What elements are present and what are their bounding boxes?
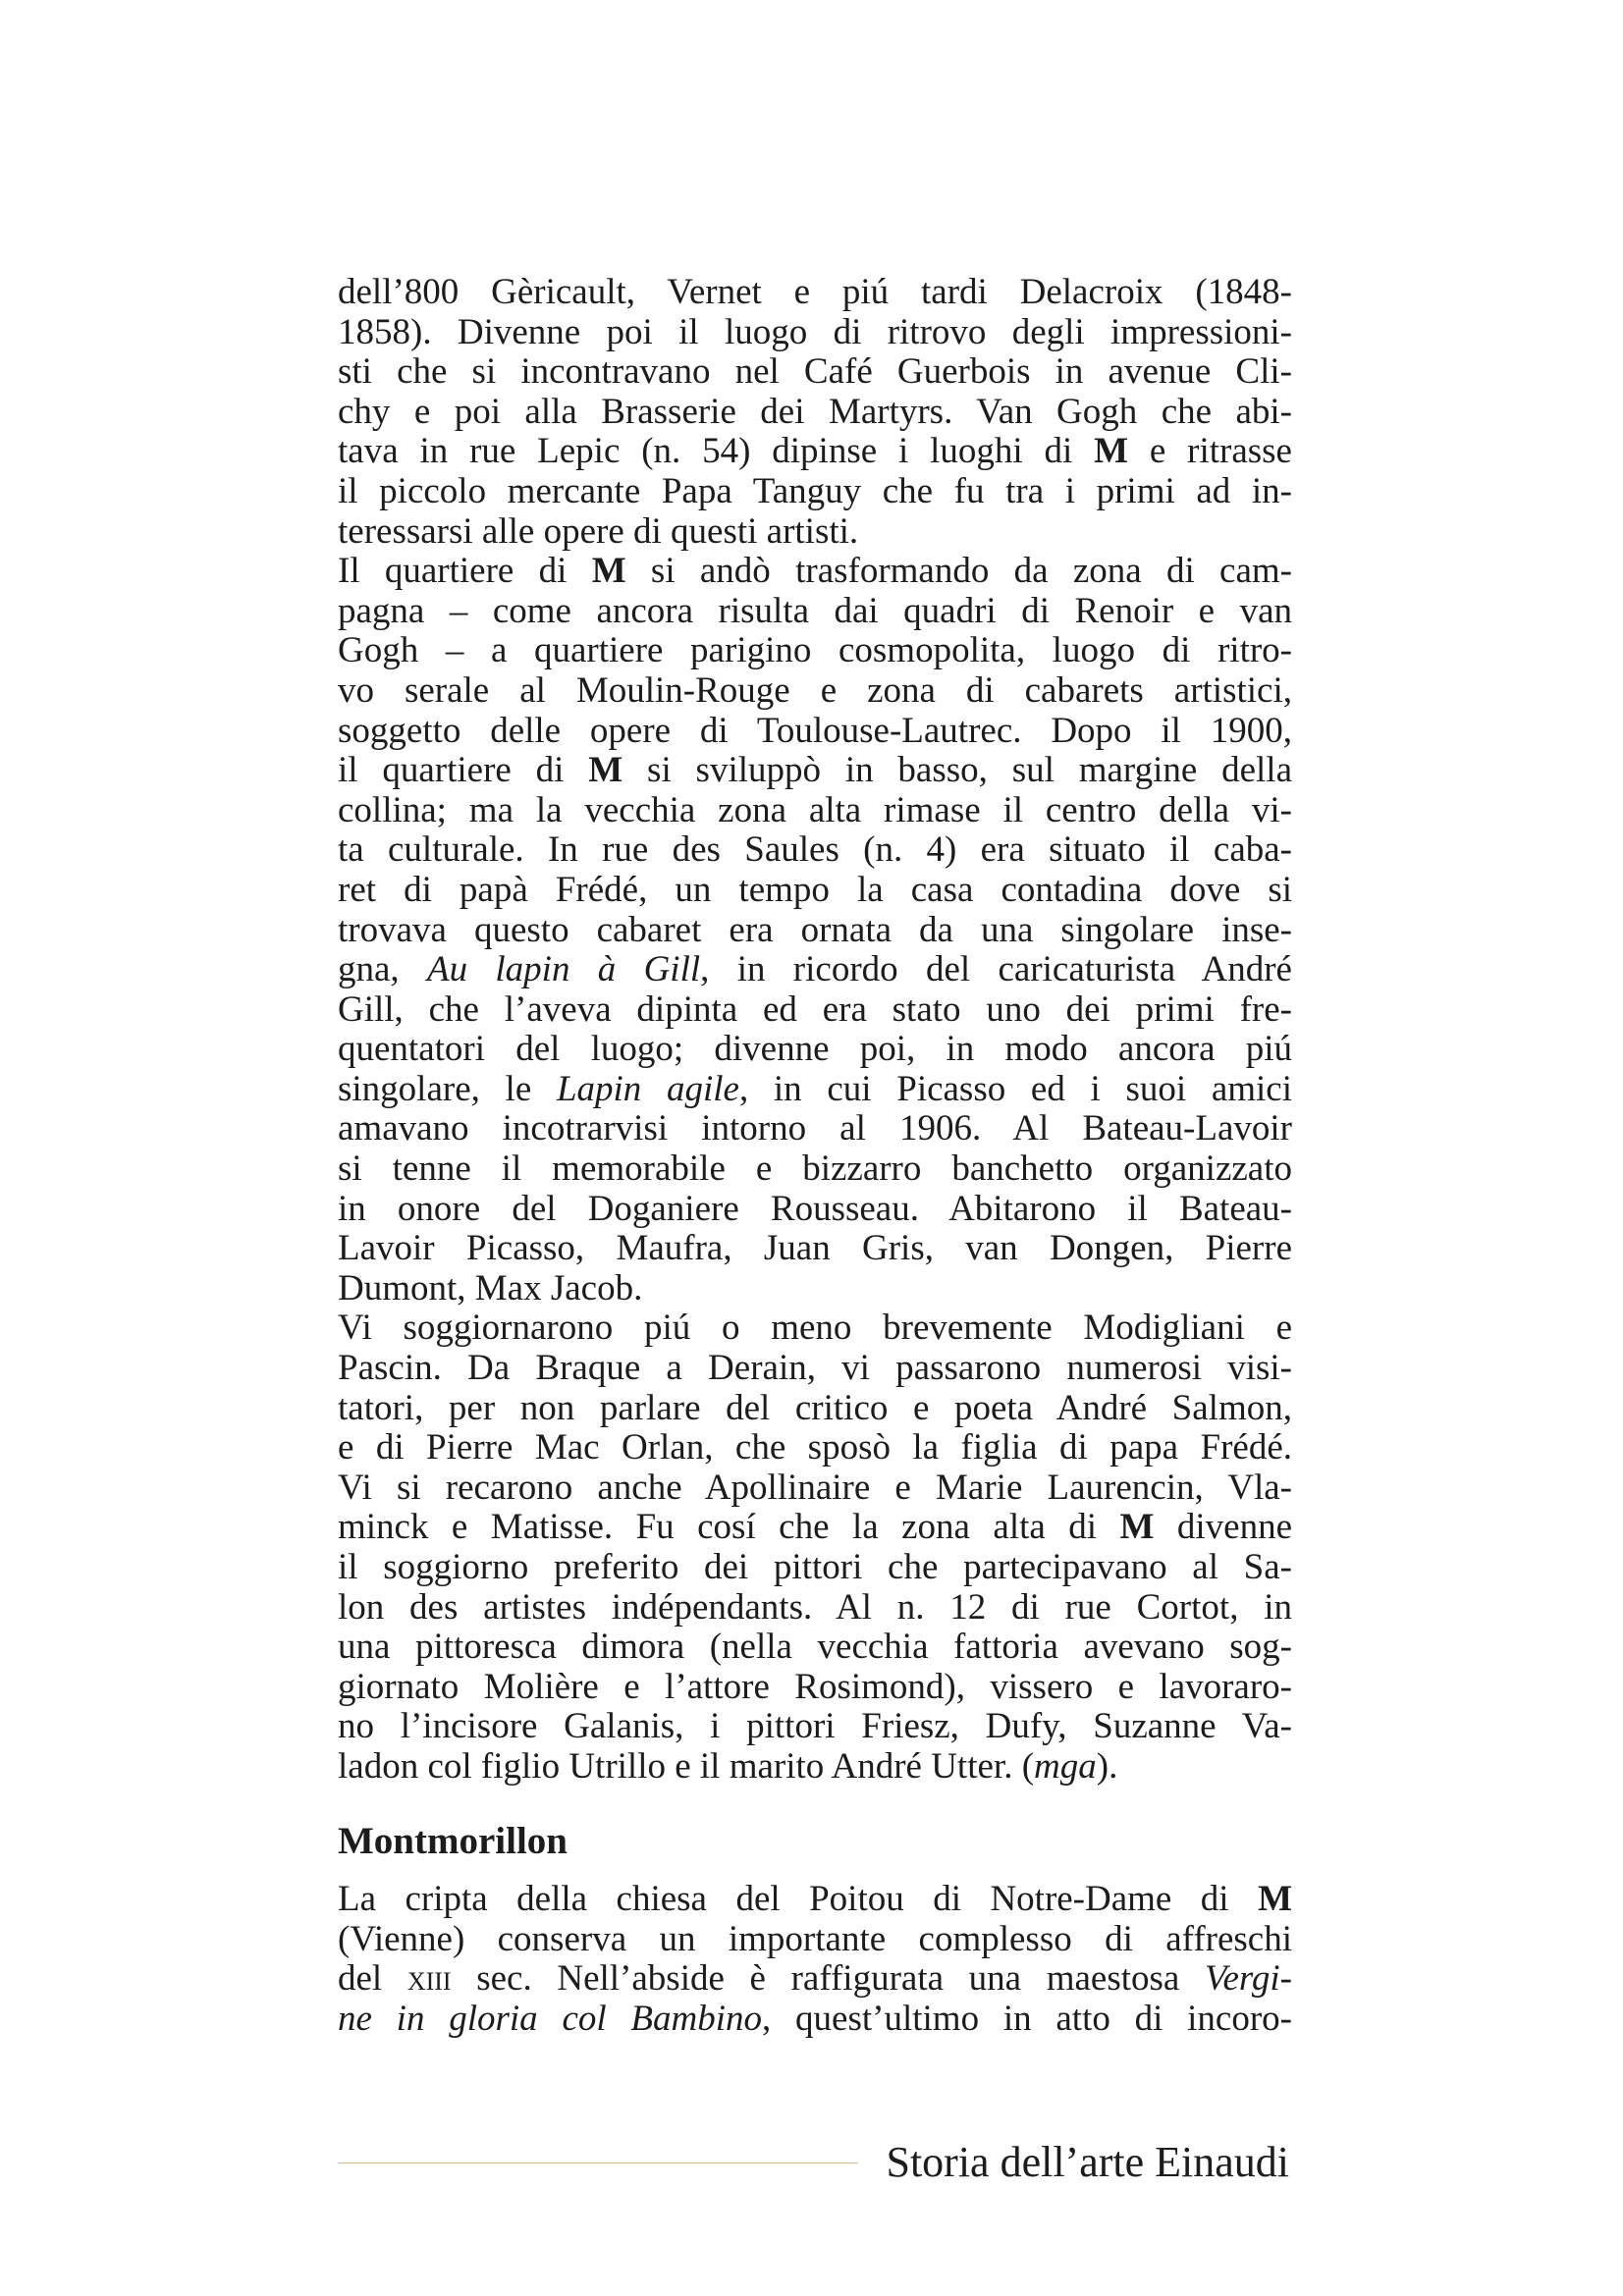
italic-title: Vergi- xyxy=(1204,1958,1293,2000)
text-line xyxy=(338,393,1292,433)
text-line xyxy=(338,830,1292,871)
line-text: dell’800 Gèricault, Vernet e piú tardi Delacroix (1848- xyxy=(338,272,1292,312)
line-text: il soggiorno preferito dei pittori che partecipavano al Sa- xyxy=(338,1547,1292,1587)
text-line xyxy=(338,1308,1292,1349)
text-line xyxy=(338,2000,1292,2040)
text-line xyxy=(338,1707,1292,1747)
entry-body xyxy=(338,1880,1292,2039)
line-text: chy e poi alla Brasserie dei Martyrs. Van Gogh che abi- xyxy=(338,391,1292,432)
text-line xyxy=(338,1959,1292,2000)
text-line xyxy=(338,911,1292,951)
text-line xyxy=(338,1747,1292,1788)
text-line xyxy=(338,990,1292,1031)
line-text: gna, xyxy=(338,949,427,990)
line-text: teressarsi alle opere di questi artisti. xyxy=(338,510,859,552)
line-text: in onore del Doganiere Rousseau. Abitarono il Bateau- xyxy=(338,1188,1292,1229)
line-text: ret di papà Frédé, un tempo la casa contadina dove si xyxy=(338,869,1292,910)
text-line xyxy=(338,273,1292,313)
text-line xyxy=(338,1548,1292,1588)
line-text: divenne xyxy=(1154,1507,1292,1548)
text-line xyxy=(338,1880,1292,1920)
text-line xyxy=(338,712,1292,752)
text-line xyxy=(338,1389,1292,1429)
line-text: Il quartiere di xyxy=(338,551,592,592)
line-text: il quartiere di xyxy=(338,750,589,791)
text-line xyxy=(338,751,1292,791)
line-text: no l’incisore Galanis, i pittori Friesz, Dufy, Suzanne Va- xyxy=(338,1706,1292,1747)
line-text: collina; ma la vecchia zona alta rimase il centro della vi- xyxy=(338,789,1292,830)
text-line xyxy=(338,1109,1292,1149)
century-numeral: xiii xyxy=(406,1958,452,2000)
line-text: Lavoir Picasso, Maufra, Juan Gris, van Dongen, Pierre xyxy=(338,1228,1292,1269)
line-text: La cripta della chiesa del Poitou di Notre-Dame di xyxy=(338,1879,1259,1919)
text-line xyxy=(338,1468,1292,1509)
line-text: ladon col figlio Utrillo e il marito André Utter. ( xyxy=(338,1745,1035,1787)
author-initials: mga xyxy=(1034,1745,1097,1787)
text-line xyxy=(338,1190,1292,1230)
text-line xyxy=(338,1508,1292,1548)
line-text: si sviluppò in basso, sul margine della xyxy=(622,750,1292,791)
line-text: Dumont, Max Jacob. xyxy=(338,1267,643,1308)
line-text: tava in rue Lepic (n. 54) dipinse i luoghi di xyxy=(338,431,1095,472)
line-text: soggetto delle opere di Toulouse-Lautrec. Dopo il 1900, xyxy=(338,710,1292,751)
entry-abbrev: M xyxy=(1119,1507,1155,1548)
text-line xyxy=(338,352,1292,393)
line-text: Gogh – a quartiere parigino cosmopolita, luogo di ritro- xyxy=(338,630,1292,671)
text-line xyxy=(338,871,1292,911)
text-line xyxy=(338,1269,1292,1309)
italic-title: Lapin agile xyxy=(556,1068,739,1109)
text-line xyxy=(338,1349,1292,1389)
text-line xyxy=(338,791,1292,831)
line-text: pagna – come ancora risulta dai quadri di Renoir e van xyxy=(338,590,1292,631)
line-text: una pittoresca dimora (nella vecchia fattoria avevano sog- xyxy=(338,1627,1292,1668)
line-text: ). xyxy=(1096,1745,1118,1787)
line-text: sec. Nell’abside è raffigurata una maestosa xyxy=(451,1958,1205,2000)
line-text: quentatori del luogo; divenne poi, in modo ancora piú xyxy=(338,1029,1292,1070)
italic-title: ne in gloria col Bambino xyxy=(338,1998,763,2039)
main-text-block xyxy=(338,273,1292,1788)
line-text: ta culturale. In rue des Saules (n. 4) era situato il caba- xyxy=(338,829,1292,871)
line-text: , in ricordo del caricaturista André xyxy=(700,949,1292,990)
text-line xyxy=(338,1588,1292,1629)
text-line xyxy=(338,313,1292,353)
text-line xyxy=(338,1668,1292,1708)
italic-title: Au lapin à Gill xyxy=(426,949,701,990)
text-line xyxy=(338,552,1292,592)
entry-abbrev: M xyxy=(1094,431,1129,472)
text-line xyxy=(338,432,1292,472)
line-text: il piccolo mercante Papa Tanguy che fu tra i primi ad in- xyxy=(338,470,1292,511)
text-line xyxy=(338,1030,1292,1070)
line-text: (Vienne) conserva un importante complesso di affreschi xyxy=(338,1918,1292,1959)
line-text: si tenne il memorabile e bizzarro banchetto organizzato xyxy=(338,1148,1292,1190)
line-text: 1858). Divenne poi il luogo di ritrovo degli impressioni- xyxy=(338,311,1292,352)
line-text: Vi soggiornarono piú o meno brevemente Modigliani e xyxy=(338,1308,1292,1349)
line-text: Vi si recarono anche Apollinaire e Marie Laurencin, Vla- xyxy=(338,1467,1292,1508)
line-text: tatori, per non parlare del critico e poeta André Salmon, xyxy=(338,1387,1292,1428)
line-text: Gill, che l’aveva dipinta ed era stato uno dei primi fre- xyxy=(338,988,1292,1030)
line-text: Pascin. Da Braque a Derain, vi passarono numerosi visi- xyxy=(338,1348,1292,1389)
entry-abbrev: M xyxy=(591,551,626,592)
text-line xyxy=(338,1149,1292,1190)
entry-abbrev: M xyxy=(1258,1879,1292,1919)
line-text: del xyxy=(338,1958,407,2000)
text-line xyxy=(338,631,1292,671)
text-line xyxy=(338,1229,1292,1269)
line-text: si andò trasformando da zona di cam- xyxy=(625,551,1292,592)
line-text: singolare, le xyxy=(338,1068,557,1109)
line-text: e ritrasse xyxy=(1128,431,1292,472)
text-line xyxy=(338,512,1292,553)
text-line xyxy=(338,671,1292,712)
text-line xyxy=(338,472,1292,512)
entry-abbrev: M xyxy=(588,750,623,791)
text-line xyxy=(338,1920,1292,1960)
line-text: giornato Molière e l’attore Rosimond), vissero e lavoraro- xyxy=(338,1666,1292,1707)
line-text: lon des artistes indépendants. Al n. 12 di rue Cortot, in xyxy=(338,1586,1292,1628)
line-text: e di Pierre Mac Orlan, che sposò la figlia di papa Frédé. xyxy=(338,1427,1292,1468)
line-text: trovava questo cabaret era ornata da una singolare inse- xyxy=(338,909,1292,950)
line-text: sti che si incontravano nel Café Guerbois in avenue Cli- xyxy=(338,351,1292,393)
line-text: vo serale al Moulin-Rouge e zona di cabarets artistici, xyxy=(338,669,1292,711)
footer-title: Storia dell’arte Einaudi xyxy=(886,2138,1289,2186)
text-line xyxy=(338,592,1292,632)
line-text: , quest’ultimo in atto di incoro- xyxy=(762,1998,1292,2039)
line-text: amavano incotrarvisi intorno al 1906. Al Bateau-Lavoir xyxy=(338,1108,1292,1149)
text-line xyxy=(338,1628,1292,1668)
text-line xyxy=(338,950,1292,990)
line-text: minck e Matisse. Fu cosí che la zona alta di xyxy=(338,1507,1120,1548)
text-line xyxy=(338,1070,1292,1110)
entry-heading: Montmorillon xyxy=(338,1820,568,1862)
text-line xyxy=(338,1428,1292,1468)
line-text: , in cui Picasso ed i suoi amici xyxy=(738,1068,1293,1109)
